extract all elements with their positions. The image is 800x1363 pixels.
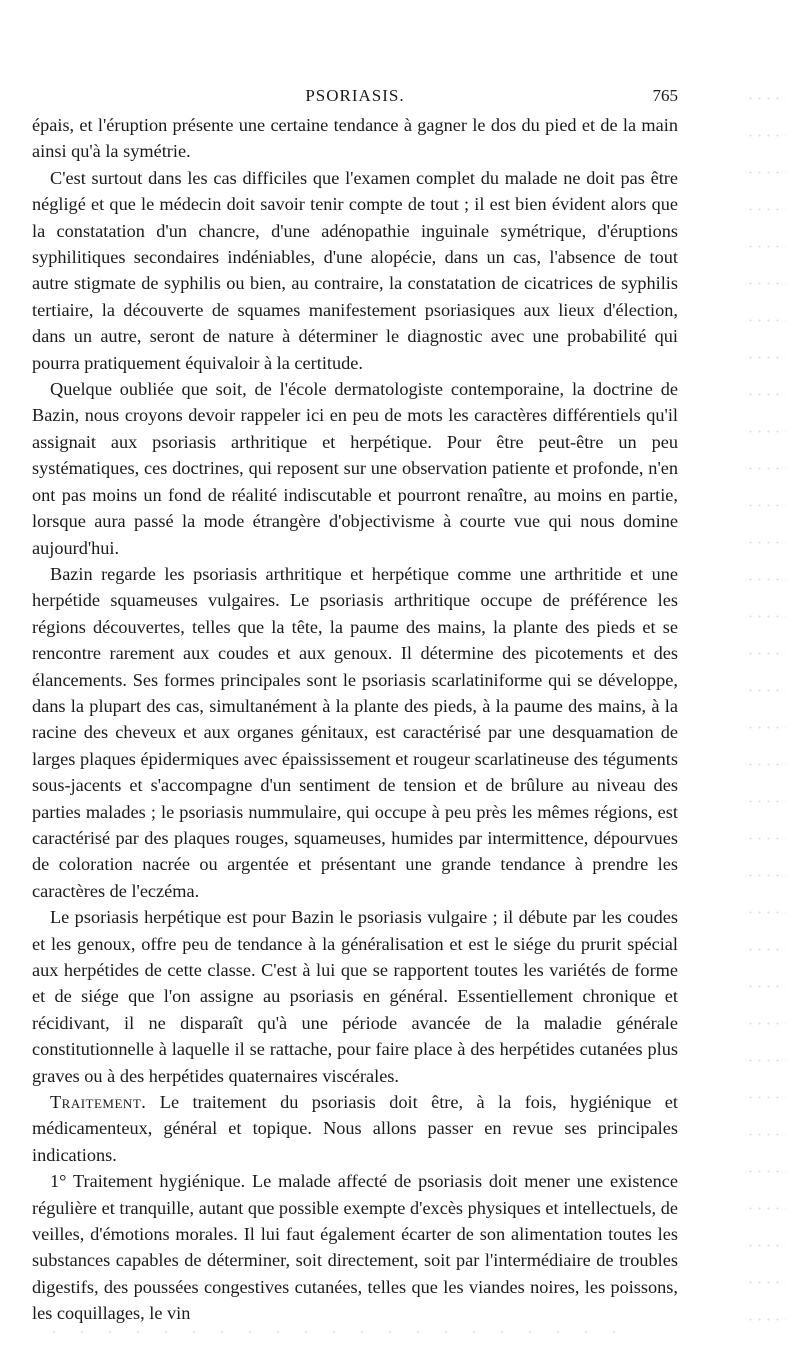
paragraph-5: Le psoriasis herpétique est pour Bazin le psoriasis vulgaire ; il débute par les coudes et les genoux, offre peu de tendance à la généralisation et est le siége du prurit spécial aux herpétides de cette classe. C'est à lui que se rapportent toutes les variétés de forme et de siége que l'on assigne au psoriasis en général. Essentiellement chronique et récidivant, il ne disparaît qu'à une période avancée de la maladie générale constitutionnelle à laquelle il se rattache, pour faire place à des herpétides cutanées plus graves ou à des herpétides quaternaires viscérales. bbox=[32, 907, 678, 1086]
paragraph-1: épais, et l'éruption présente une certaine tendance à gagner le dos du pied et de la main ainsi qu'à la symétrie. bbox=[32, 115, 678, 162]
paragraph-6 bbox=[32, 1089, 678, 1168]
paragraph-6-text: Le traitement du psoriasis doit être, à la fois, hygiénique et médicamenteux, général et topique. Nous allons passer en revue ses principales indications. bbox=[32, 1092, 678, 1165]
section-lead-traitement: Traitement. bbox=[50, 1092, 147, 1113]
body-text bbox=[32, 112, 678, 1327]
running-head bbox=[32, 86, 678, 112]
paragraph-3: Quelque oubliée que soit, de l'école dermatologiste contemporaine, la doctrine de Bazin, nous croyons devoir rappeler ici en peu de mots les caractères différentiels qu'il assignait aux psoriasis arthritique et herpétique. Pour être peut-être un peu systématiques, ces doctrines, qui reposent sur une observation patiente et profonde, n'en ont pas moins un fond de réalité indiscutable et pourront renaître, au moins en partie, lorsque aura passé la mode étrangère d'objectivisme à courte vue qui nous domine aujourd'hui. bbox=[32, 379, 678, 558]
book-page bbox=[32, 86, 678, 1327]
margin-scan-noise bbox=[746, 80, 786, 1340]
bottom-scan-noise bbox=[40, 1330, 640, 1334]
page-number: 765 bbox=[652, 86, 678, 105]
paragraph-4: Bazin regarde les psoriasis arthritique et herpétique comme une arthritide et une herpétide squameuses vulgaires. Le psoriasis arthritique occupe de préférence les régions découvertes, telles que la tête, la paume des mains, la plante des pieds et se rencontre rarement aux coudes et aux genoux. Il détermine des picotements et des élancements. Ses formes principales sont le psoriasis scarlatiniforme qui se développe, dans la plupart des cas, simultanément à la plante des pieds, à la paume des mains, à la racine des cheveux et aux organes génitaux, est caractérisé par une desquamation de larges plaques épidermiques avec épaississement et rougeur scarlatineuse des téguments sous-jacents et s'accompagne d'un sentiment de tension et de brûlure au niveau des parties malades ; le psoriasis nummulaire, qui occupe à peu près les mêmes régions, est caractérisé par des plaques rouges, squameuses, humides par intermittence, dépourvues de coloration nacrée ou argentée et présentant une grande tendance à prendre les caractères de l'eczéma. bbox=[32, 563, 678, 901]
running-title: PSORIASIS. bbox=[305, 86, 405, 105]
paragraph-2: C'est surtout dans les cas difficiles que l'examen complet du malade ne doit pas être négligé et que le médecin doit savoir tenir compte de tout ; il est bien évident alors que la constatation d'un chancre, d'une adénopathie inguinale symétrique, d'éruptions syphilitiques secondaires indéniables, d'une alopécie, dans un cas, l'absence de tout autre stigmate de syphilis ou bien, au contraire, la constatation de cicatrices de syphilis tertiaire, la découverte de squames manifestement psoriasiques aux lieux d'élection, dans un autre, seront de nature à déterminer le diagnostic avec une probabilité qui pourra pratiquement équivaloir à la certitude. bbox=[32, 167, 678, 373]
paragraph-7: 1° Traitement hygiénique. Le malade affecté de psoriasis doit mener une existence régulière et tranquille, autant que possible exempte d'excès physiques et intellectuels, de veilles, d'émotions morales. Il lui faut également écarter de son alimentation toutes les substances capables de déterminer, soit directement, soit par l'intermédiaire de troubles digestifs, des poussées congestives cutanées, telles que les viandes noires, les poissons, les coquillages, le vin bbox=[32, 1171, 678, 1324]
